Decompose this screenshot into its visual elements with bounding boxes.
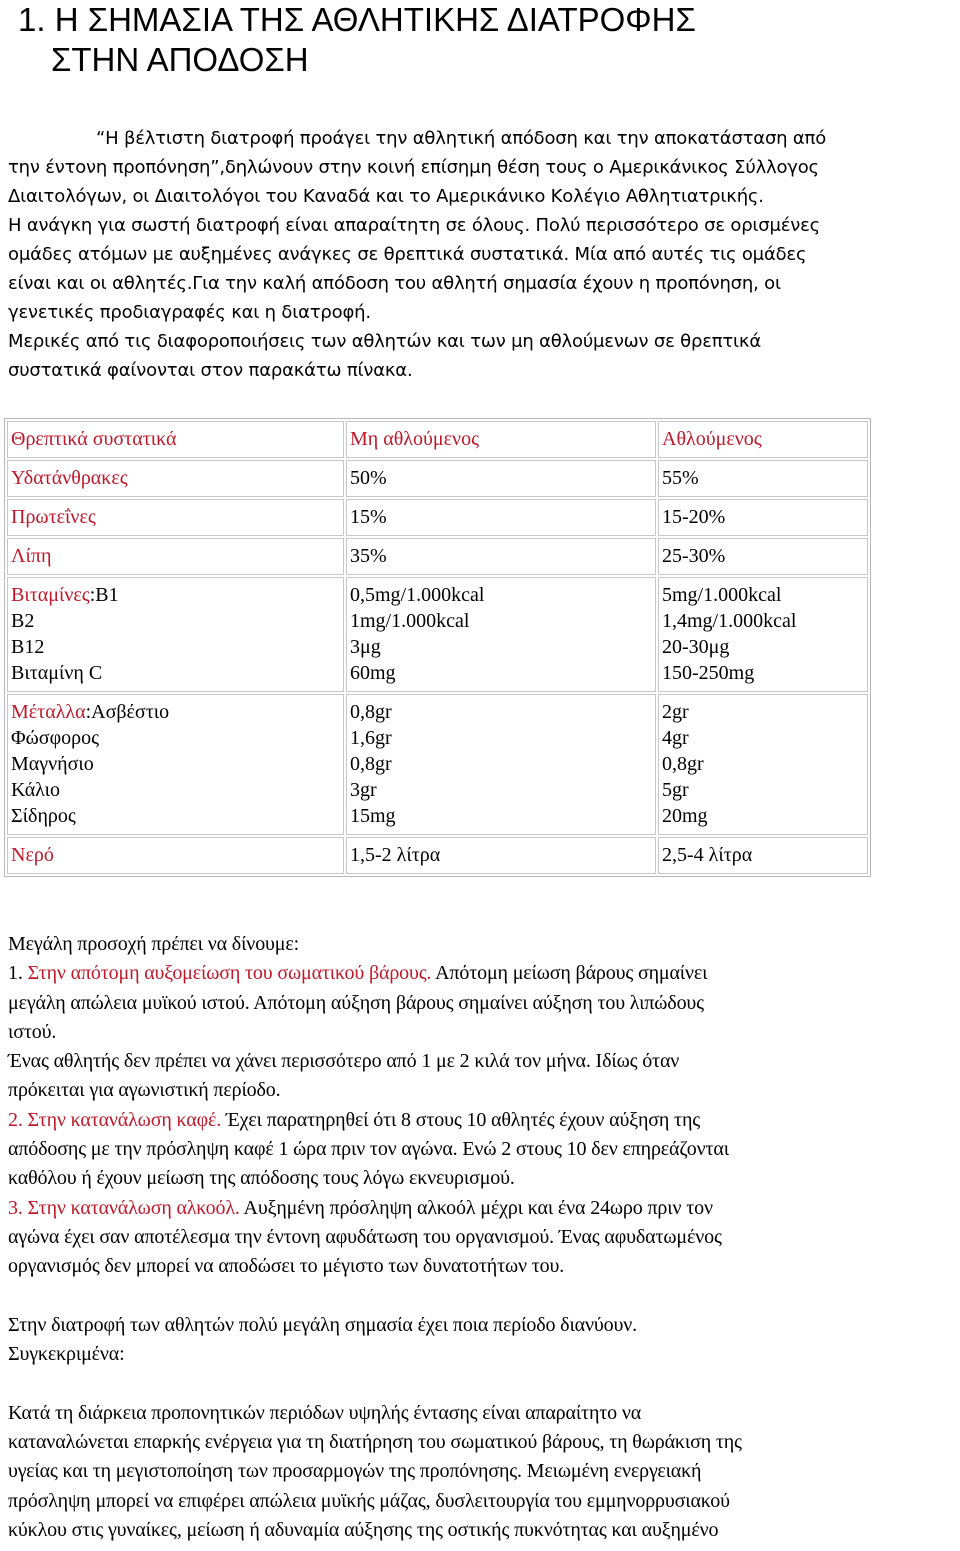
value-line: 1mg/1.000kcal [350, 610, 470, 632]
vitamins-label: Βιταμίνες [11, 584, 90, 606]
body-line: υγείας και τη μεγιστοποίηση των προσαρμογών της προπόνησης. Μειωμένη ενεργειακή [8, 1460, 702, 1483]
point-2-heading: 2. Στην κατανάλωση καφέ. [8, 1108, 222, 1131]
mineral-item: Κάλιο [11, 779, 61, 801]
body-line: πρόκειται για αγωνιστική περίοδο. [8, 1079, 281, 1102]
row-label: Πρωτεΐνες [7, 499, 344, 536]
header-athlete: Αθλούμενος [658, 421, 868, 458]
value-line: 15mg [350, 805, 396, 827]
mineral-item: Μαγνήσιο [11, 753, 94, 775]
spacer [8, 1282, 958, 1311]
table-header-row [7, 421, 868, 458]
value-line: 150-250mg [662, 662, 755, 684]
point-1-line [8, 959, 958, 988]
table-row-vitamins [7, 577, 868, 692]
row-label: Νερό [7, 837, 344, 874]
value-line: 20-30μg [662, 636, 730, 658]
value-line: 1,6gr [350, 727, 392, 749]
table-row-water [7, 837, 868, 874]
body-line: αγώνα έχει σαν αποτέλεσμα την έντονη αφυδάτωση του οργανισμού. Ένας αφυδατωμένος [8, 1225, 722, 1248]
value-line: 0,8gr [350, 753, 392, 775]
table-row-fat [7, 538, 868, 575]
body-line: Συγκεκριμένα: [8, 1343, 125, 1366]
header-nutrients: Θρεπτικά συστατικά [7, 421, 344, 458]
body-line: Ένας αθλητής δεν πρέπει να χάνει περισσότερο από 1 με 2 κιλά τον μήνα. Ιδίως όταν [8, 1050, 680, 1073]
value-line: 3μg [350, 636, 381, 658]
point-3-line [8, 1194, 958, 1223]
cell-athlete: 15-20% [658, 499, 868, 536]
spacer [8, 1369, 958, 1398]
value-line: 0,8gr [350, 701, 392, 723]
value-line: 20mg [662, 805, 708, 827]
body-text [8, 930, 958, 1545]
point-2-line [8, 1106, 958, 1135]
cell-non-athlete [346, 694, 656, 835]
vitamin-item: Βιταμίνη C [11, 662, 103, 684]
title-line-2: ΣΤΗΝ ΑΠΟΔΟΣΗ [51, 41, 309, 78]
row-label: Υδατάνθρακες [7, 460, 344, 497]
value-line: 3gr [350, 779, 377, 801]
value-line: 1,4mg/1.000kcal [662, 610, 797, 632]
body-line: Κατά τη διάρκεια προπονητικών περιόδων υψηλής έντασης είναι απαραίτητο να [8, 1401, 642, 1424]
body-line: πρόσληψη μπορεί να επιφέρει απώλεια μυϊκής μάζας, δυσλειτουργία του εμμηνορρυσιακού [8, 1489, 730, 1512]
cell-non-athlete: 50% [346, 460, 656, 497]
value-line: 5mg/1.000kcal [662, 584, 782, 606]
table-row-protein [7, 499, 868, 536]
value-line: 0,5mg/1.000kcal [350, 584, 485, 606]
point-3-heading: 3. Στην κατανάλωση αλκοόλ. [8, 1196, 240, 1219]
mineral-item: Σίδηρος [11, 805, 76, 827]
body-line: Στην διατροφή των αθλητών πολύ μεγάλη σημασία έχει ποια περίοδο διανύουν. [8, 1313, 638, 1336]
mineral-item: Φώσφορος [11, 727, 100, 749]
intro-line: είναι και οι αθλητές.Για την καλή απόδοση του αθλητή σημασία έχουν η προπόνηση, οι [8, 273, 781, 294]
vitamin-item: :Β1 [89, 584, 119, 606]
value-line: 0,8gr [662, 753, 704, 775]
row-label [7, 577, 344, 692]
header-non-athlete: Μη αθλούμενος [346, 421, 656, 458]
table-row-minerals [7, 694, 868, 835]
point-2-text: Έχει παρατηρηθεί ότι 8 στους 10 αθλητές έχουν αύξηση της [221, 1108, 701, 1131]
intro-line: Διαιτολόγων, οι Διαιτολόγοι του Καναδά και το Αμερικάνικο Κολέγιο Αθλητιατρικής. [8, 186, 764, 207]
mineral-item: :Ασβέστιο [85, 701, 170, 723]
title-line-1: 1. Η ΣΗΜΑΣΙΑ ΤΗΣ ΑΘΛΗΤΙΚΗΣ ΔΙΑΤΡΟΦΗΣ [18, 1, 696, 38]
cell-athlete [658, 694, 868, 835]
cell-athlete: 2,5-4 λίτρα [658, 837, 868, 874]
cell-athlete: 55% [658, 460, 868, 497]
intro-line: συστατικά φαίνονται στον παρακάτω πίνακα. [8, 360, 413, 381]
vitamins-label-line [11, 582, 340, 608]
intro-paragraph [8, 124, 952, 385]
intro-line: την έντονη προπόνηση”,δηλώνουν στην κοινή επίσημη θέση τους ο Αμερικάνικος Σύλλογος [8, 157, 819, 178]
minerals-label: Μέταλλα [11, 701, 86, 723]
body-line: απόδοσης με την πρόσληψη καφέ 1 ώρα πριν τον αγώνα. Ενώ 2 στους 10 δεν επηρεάζονται [8, 1138, 729, 1161]
body-line: καταναλώνεται επαρκής ενέργεια για τη διατήρηση του σωματικού βάρους, τη θωράκιση της [8, 1431, 742, 1454]
intro-line: Μερικές από τις διαφοροποιήσεις των αθλητών και των μη αθλούμενων σε θρεπτικά [8, 331, 761, 352]
body-line: κύκλου στις γυναίκες, μείωση ή αδυναμία αύξησης της οστικής πυκνότητας και αυξημένο [8, 1518, 719, 1541]
row-label: Λίπη [7, 538, 344, 575]
point-3-text: Αυξημένη πρόσληψη αλκοόλ μέχρι και ένα 24ωρο πριν τον [239, 1196, 713, 1219]
body-line: οργανισμός δεν μπορεί να αποδώσει το μέγιστο των δυνατοτήτων του. [8, 1255, 565, 1278]
table-row-carbs [7, 460, 868, 497]
value-line: 2gr [662, 701, 689, 723]
value-line: 4gr [662, 727, 689, 749]
value-line: 5gr [662, 779, 689, 801]
page-title [18, 0, 948, 80]
cell-non-athlete: 1,5-2 λίτρα [346, 837, 656, 874]
intro-line: ομάδες ατόμων με αυξημένες ανάγκες σε θρεπτικά συστατικά. Μία από αυτές τις ομάδες [8, 244, 807, 265]
point-1-text: Απότομη μείωση βάρους σημαίνει [431, 962, 708, 985]
point-1-heading: Στην απότομη αυξομείωση του σωματικού βάρους. [27, 962, 432, 985]
intro-line: Η ανάγκη για σωστή διατροφή είναι απαραίτητη σε όλους. Πολύ περισσότερο σε ορισμένες [8, 215, 821, 236]
vitamin-item: Β2 [11, 610, 35, 632]
cell-non-athlete: 35% [346, 538, 656, 575]
intro-line: “Η βέλτιστη διατροφή προάγει την αθλητική απόδοση και την αποκατάσταση από [96, 128, 827, 149]
cell-athlete: 25-30% [658, 538, 868, 575]
minerals-label-line [11, 699, 340, 725]
attention-line: Μεγάλη προσοχή πρέπει να δίνουμε: [8, 933, 300, 955]
cell-athlete [658, 577, 868, 692]
cell-non-athlete: 15% [346, 499, 656, 536]
nutrients-table [4, 418, 871, 877]
intro-line: γενετικές προδιαγραφές και η διατροφή. [8, 302, 371, 323]
point-1-number: 1. [8, 962, 28, 985]
cell-non-athlete [346, 577, 656, 692]
value-line: 60mg [350, 662, 396, 684]
body-line: ιστού. [8, 1020, 57, 1043]
body-line: μεγάλη απώλεια μυϊκού ιστού. Απότομη αύξηση βάρους σημαίνει αύξηση του λιπώδους [8, 991, 704, 1014]
row-label [7, 694, 344, 835]
body-line: καθόλου ή έχουν μείωση της απόδοσης τους λόγω εκνευρισμού. [8, 1167, 515, 1190]
vitamin-item: Β12 [11, 636, 45, 658]
